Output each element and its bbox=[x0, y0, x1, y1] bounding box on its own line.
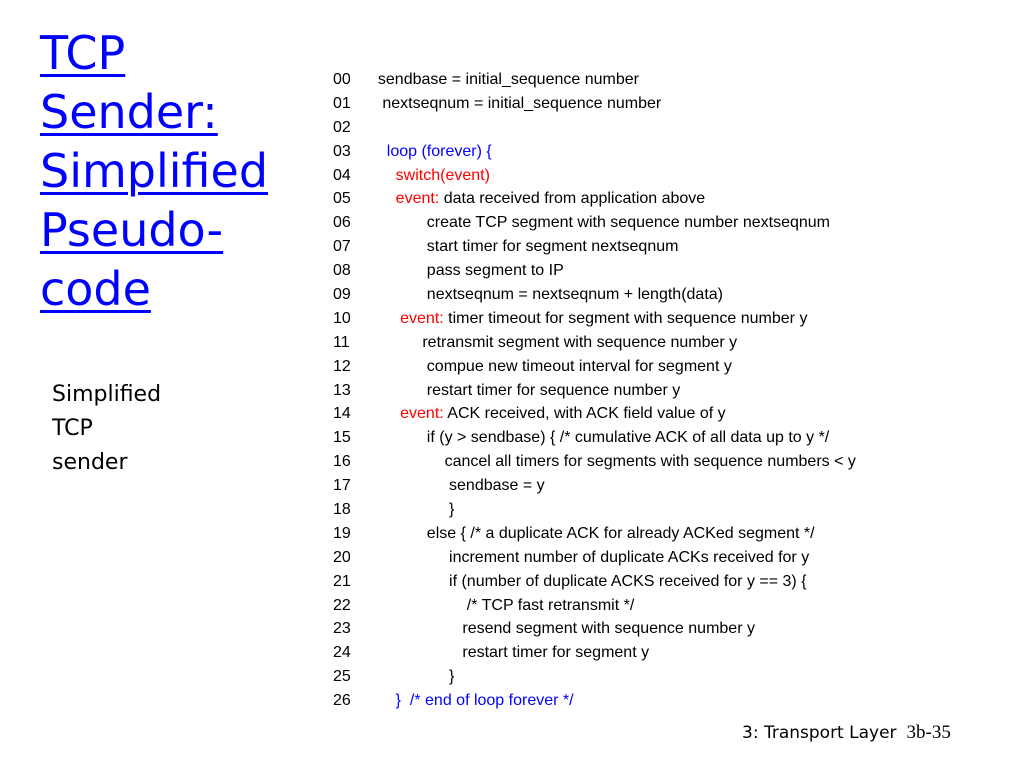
code-indent bbox=[369, 334, 422, 351]
code-line bbox=[333, 402, 856, 426]
code-indent bbox=[369, 310, 400, 327]
code-text bbox=[369, 402, 726, 426]
subtitle-line: TCP bbox=[52, 416, 93, 441]
code-indent bbox=[369, 453, 445, 470]
code-statement: compue new timeout interval for segment y bbox=[426, 357, 732, 375]
code-indent bbox=[369, 262, 427, 279]
code-line bbox=[333, 235, 856, 259]
code-text bbox=[369, 331, 737, 355]
slide-title bbox=[40, 24, 320, 319]
code-text bbox=[369, 546, 809, 570]
code-keyword: loop (forever) { bbox=[386, 142, 492, 160]
code-statement: sendbase = initial_sequence number bbox=[377, 71, 639, 88]
code-text bbox=[369, 283, 723, 307]
code-line bbox=[333, 164, 856, 188]
code-statement: increment number of duplicate ACKs received for y bbox=[449, 548, 810, 566]
code-statement: start timer for segment nextseqnum bbox=[426, 238, 679, 256]
code-indent bbox=[369, 405, 400, 422]
code-text bbox=[369, 641, 649, 665]
code-text bbox=[369, 187, 705, 211]
subtitle-line: sender bbox=[52, 450, 128, 475]
code-statement: data received from application above bbox=[439, 190, 706, 208]
line-number: 19 bbox=[333, 524, 351, 542]
line-number: 16 bbox=[333, 453, 351, 471]
line-number: 07 bbox=[333, 238, 351, 256]
code-text bbox=[369, 235, 678, 259]
slide-title-line: Sender: bbox=[40, 85, 218, 139]
code-text bbox=[369, 140, 492, 164]
code-statement: pass segment to IP bbox=[426, 262, 564, 280]
subtitle-line: Simplified bbox=[52, 382, 162, 407]
line-number: 09 bbox=[333, 286, 351, 304]
code-keyword: event: bbox=[395, 190, 440, 208]
code-text bbox=[369, 450, 856, 474]
line-number: 11 bbox=[333, 333, 350, 351]
code-line bbox=[333, 498, 856, 522]
line-number: 02 bbox=[333, 118, 351, 136]
code-line bbox=[333, 594, 856, 618]
code-indent bbox=[369, 668, 449, 685]
footer-page-number: 3b-35 bbox=[906, 722, 951, 743]
line-number: 10 bbox=[333, 309, 351, 327]
code-indent bbox=[369, 190, 396, 207]
code-statement: nextseqnum = initial_sequence number bbox=[382, 94, 662, 112]
code-statement: timer timeout for segment with sequence number y bbox=[443, 309, 808, 327]
code-indent bbox=[369, 167, 396, 184]
code-text bbox=[369, 689, 574, 713]
line-number: 21 bbox=[333, 572, 351, 590]
line-number: 25 bbox=[333, 668, 351, 686]
code-line bbox=[333, 283, 856, 307]
code-line bbox=[333, 474, 856, 498]
code-statement: restart timer for segment y bbox=[462, 644, 650, 662]
code-line bbox=[333, 570, 856, 594]
line-number: 04 bbox=[333, 166, 351, 184]
line-number: 22 bbox=[333, 596, 351, 614]
line-number: 18 bbox=[333, 501, 351, 519]
code-line bbox=[333, 522, 856, 546]
code-text bbox=[369, 307, 807, 331]
code-line bbox=[333, 68, 856, 92]
code-line bbox=[333, 426, 856, 450]
code-text bbox=[369, 379, 680, 403]
code-keyword: switch(event) bbox=[395, 166, 490, 184]
slide-title-line: Simplified bbox=[40, 144, 269, 198]
code-statement: nextseqnum = nextseqnum + length(data) bbox=[426, 286, 723, 304]
code-indent bbox=[369, 71, 378, 88]
code-text bbox=[369, 92, 661, 116]
code-indent bbox=[369, 477, 449, 494]
code-indent bbox=[369, 620, 462, 637]
line-number: 15 bbox=[333, 429, 351, 447]
code-line bbox=[333, 641, 856, 665]
code-indent bbox=[369, 597, 467, 614]
line-number: 06 bbox=[333, 214, 351, 232]
code-statement: cancel all timers for segments with sequence numbers < y bbox=[444, 453, 856, 471]
line-number: 14 bbox=[333, 405, 351, 423]
code-line bbox=[333, 92, 856, 116]
code-indent bbox=[369, 525, 427, 542]
code-statement: retransmit segment with sequence number y bbox=[422, 333, 738, 351]
code-text bbox=[369, 498, 454, 522]
code-line bbox=[333, 689, 856, 713]
code-indent bbox=[369, 501, 449, 518]
code-text bbox=[369, 522, 815, 546]
code-indent bbox=[369, 382, 427, 399]
code-line bbox=[333, 546, 856, 570]
slide-title-line: TCP bbox=[40, 26, 126, 80]
line-number: 12 bbox=[333, 357, 351, 375]
code-indent bbox=[369, 429, 427, 446]
code-text bbox=[369, 594, 634, 618]
code-line bbox=[333, 379, 856, 403]
code-text bbox=[369, 68, 639, 92]
code-text bbox=[369, 665, 454, 689]
code-keyword: event: bbox=[400, 405, 444, 423]
code-statement: } bbox=[449, 501, 455, 519]
code-text bbox=[369, 474, 545, 498]
slide-subtitle bbox=[52, 378, 161, 480]
line-number: 03 bbox=[333, 142, 351, 160]
line-number: 00 bbox=[333, 71, 351, 88]
line-number: 24 bbox=[333, 644, 351, 662]
code-indent bbox=[369, 549, 449, 566]
code-line bbox=[333, 665, 856, 689]
slide-title-line: Pseudo- bbox=[40, 203, 224, 257]
code-line bbox=[333, 116, 856, 140]
code-indent bbox=[369, 95, 382, 112]
line-number: 13 bbox=[333, 381, 351, 399]
code-indent bbox=[369, 214, 427, 231]
code-statement: sendbase = y bbox=[449, 477, 545, 495]
code-statement: ACK received, with ACK field value of y bbox=[443, 405, 726, 423]
code-text bbox=[369, 259, 564, 283]
code-text bbox=[369, 211, 830, 235]
code-statement: else { /* a duplicate ACK for already ACKed segment */ bbox=[426, 524, 815, 542]
code-statement: resend segment with sequence number y bbox=[462, 620, 755, 638]
pseudocode-listing bbox=[333, 68, 856, 713]
code-statement: if (number of duplicate ACKS received for y == 3) { bbox=[449, 572, 807, 590]
code-indent bbox=[369, 358, 427, 375]
code-text bbox=[369, 570, 807, 594]
line-number: 17 bbox=[333, 477, 351, 495]
line-number: 05 bbox=[333, 190, 351, 208]
code-statement: } bbox=[449, 668, 455, 686]
code-indent bbox=[369, 143, 387, 160]
code-line bbox=[333, 187, 856, 211]
line-number: 20 bbox=[333, 548, 351, 566]
code-statement: if (y > sendbase) { /* cumulative ACK of all data up to y */ bbox=[426, 429, 830, 447]
slide-title-line: code bbox=[40, 262, 151, 316]
code-line bbox=[333, 140, 856, 164]
code-indent bbox=[369, 573, 449, 590]
code-line bbox=[333, 450, 856, 474]
code-statement: create TCP segment with sequence number nextseqnum bbox=[426, 214, 830, 232]
code-indent bbox=[369, 238, 427, 255]
code-keyword: event: bbox=[400, 309, 444, 327]
code-line bbox=[333, 259, 856, 283]
line-number: 23 bbox=[333, 620, 351, 638]
code-line bbox=[333, 307, 856, 331]
code-indent bbox=[369, 644, 462, 661]
code-text bbox=[369, 164, 490, 188]
line-number: 01 bbox=[333, 94, 351, 112]
footer-chapter: 3: Transport Layer bbox=[742, 723, 897, 743]
code-line bbox=[333, 617, 856, 641]
code-indent bbox=[369, 692, 396, 709]
code-statement: restart timer for sequence number y bbox=[426, 381, 681, 399]
code-text bbox=[369, 355, 732, 379]
line-number: 08 bbox=[333, 262, 351, 280]
code-keyword: } /* end of loop forever */ bbox=[395, 692, 574, 710]
code-line bbox=[333, 331, 856, 355]
line-number: 26 bbox=[333, 692, 351, 710]
slide-footer bbox=[742, 722, 951, 744]
code-line bbox=[333, 211, 856, 235]
code-line bbox=[333, 355, 856, 379]
code-indent bbox=[369, 286, 427, 303]
code-text bbox=[369, 426, 829, 450]
code-text bbox=[369, 617, 755, 641]
code-statement: /* TCP fast retransmit */ bbox=[466, 596, 635, 614]
